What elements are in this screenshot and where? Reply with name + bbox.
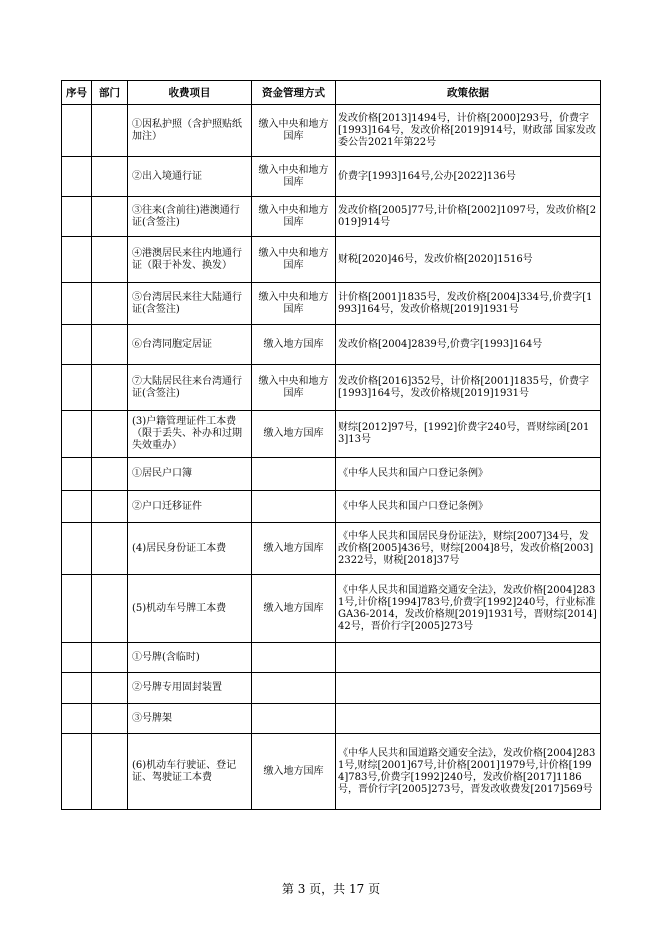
header-dept: 部门 (92, 81, 128, 105)
row-item: ②户口迁移证件 (128, 491, 252, 523)
row-basis: 发改价格[2016]352号，计价格[2001]1835号，价费字[1993]164号，发改价格规[2019]1931号 (336, 365, 601, 411)
row-basis: 发改价格[2004]2839号,价费字[1993]164号 (336, 325, 601, 365)
row-basis: 《中华人民共和国户口登记条例》 (336, 458, 601, 491)
table-row (62, 157, 601, 197)
table-row (62, 673, 601, 704)
row-basis (336, 673, 601, 704)
row-basis (336, 643, 601, 673)
row-dept (92, 197, 128, 237)
row-basis: 《中华人民共和国户口登记条例》 (336, 491, 601, 523)
row-no (62, 523, 92, 575)
row-item: (4)居民身份证工本费 (128, 523, 252, 575)
row-basis: 《中华人民共和国道路交通安全法》，发改价格[2004]2831号,计价格[1994]783号,价费字[1992]240号，行业标准GA36-2014，发改价格规[2019]1931号，晋财综[2014]42号，晋价行字[2005]273号 (336, 575, 601, 643)
row-no (62, 283, 92, 325)
header-no: 序号 (62, 81, 92, 105)
row-dept (92, 237, 128, 283)
row-fund: 缴入地方国库 (252, 411, 336, 458)
row-no (62, 491, 92, 523)
row-basis: 《中华人民共和国道路交通安全法》，发改价格[2004]2831号,财综[2001]67号,计价格[2001]1979号,计价格[1994]783号,价费字[1992]240号，发改价格[2017]1186号，晋价行字[2005]273号，晋发改收费发[2017]569号 (336, 734, 601, 810)
row-dept (92, 325, 128, 365)
row-item: (3)户籍管理证件工本费（限于丢失、补办和过期失效重办） (128, 411, 252, 458)
row-fund: 缴入地方国库 (252, 325, 336, 365)
header-row (62, 81, 601, 105)
page-number: 第 3 页，共 17 页 (281, 882, 381, 896)
row-fund: 缴入中央和地方国库 (252, 237, 336, 283)
row-dept (92, 157, 128, 197)
table-row (62, 325, 601, 365)
fees-table (61, 80, 601, 810)
table-row (62, 411, 601, 458)
row-fund: 缴入地方国库 (252, 575, 336, 643)
row-no (62, 734, 92, 810)
row-no (62, 643, 92, 673)
row-no (62, 105, 92, 157)
row-fund (252, 704, 336, 734)
row-no (62, 237, 92, 283)
row-no (62, 411, 92, 458)
row-fund: 缴入中央和地方国库 (252, 197, 336, 237)
row-dept (92, 673, 128, 704)
row-item: ③号牌架 (128, 704, 252, 734)
table-row (62, 575, 601, 643)
row-no (62, 197, 92, 237)
row-item: (5)机动车号牌工本费 (128, 575, 252, 643)
table-row (62, 734, 601, 810)
row-item: ①号牌(含临时) (128, 643, 252, 673)
row-no (62, 673, 92, 704)
table-row (62, 365, 601, 411)
table-row (62, 491, 601, 523)
table-row (62, 197, 601, 237)
row-item: ①因私护照（含护照贴纸加注） (128, 105, 252, 157)
header-item: 收费项目 (128, 81, 252, 105)
table-row (62, 523, 601, 575)
table-row (62, 237, 601, 283)
row-dept (92, 704, 128, 734)
row-dept (92, 283, 128, 325)
row-no (62, 157, 92, 197)
row-dept (92, 643, 128, 673)
row-dept (92, 365, 128, 411)
row-item: ⑦大陆居民往来台湾通行证(含签注) (128, 365, 252, 411)
row-dept (92, 458, 128, 491)
row-item: (6)机动车行驶证、登记证、驾驶证工本费 (128, 734, 252, 810)
row-basis: 价费字[1993]164号,公办[2022]136号 (336, 157, 601, 197)
row-fund (252, 643, 336, 673)
row-item: ②号牌专用固封装置 (128, 673, 252, 704)
row-dept (92, 491, 128, 523)
table-row (62, 643, 601, 673)
row-item: ④港澳居民来往内地通行证（限于补发、换发） (128, 237, 252, 283)
row-item: ①居民户口簿 (128, 458, 252, 491)
row-fund (252, 491, 336, 523)
row-basis: 发改价格[2013]1494号，计价格[2000]293号，价费字[1993]164号，发改价格[2019]914号，财政部 国家发改委公告2021年第22号 (336, 105, 601, 157)
row-fund: 缴入中央和地方国库 (252, 157, 336, 197)
row-no (62, 325, 92, 365)
row-basis: 发改价格[2005]77号,计价格[2002]1097号，发改价格[2019]914号 (336, 197, 601, 237)
header-basis: 政策依据 (336, 81, 601, 105)
row-fund (252, 458, 336, 491)
row-no (62, 575, 92, 643)
row-fund: 缴入中央和地方国库 (252, 105, 336, 157)
row-no (62, 365, 92, 411)
row-fund (252, 673, 336, 704)
row-basis (336, 704, 601, 734)
row-dept (92, 523, 128, 575)
row-fund: 缴入中央和地方国库 (252, 365, 336, 411)
row-no (62, 704, 92, 734)
row-dept (92, 411, 128, 458)
row-item: ⑥台湾同胞定居证 (128, 325, 252, 365)
row-item: ⑤台湾居民来往大陆通行证(含签注) (128, 283, 252, 325)
row-fund: 缴入地方国库 (252, 734, 336, 810)
row-dept (92, 734, 128, 810)
row-fund: 缴入中央和地方国库 (252, 283, 336, 325)
row-basis: 财综[2012]97号，[1992]价费字240号，晋财综函[2013]13号 (336, 411, 601, 458)
row-basis: 《中华人民共和国居民身份证法》，财综[2007]34号，发改价格[2005]436号，财综[2004]8号，发改价格[2003]2322号，财税[2018]37号 (336, 523, 601, 575)
table-row (62, 283, 601, 325)
row-no (62, 458, 92, 491)
table-row (62, 704, 601, 734)
table-row (62, 105, 601, 157)
header-fund: 资金管理方式 (252, 81, 336, 105)
row-basis: 财税[2020]46号，发改价格[2020]1516号 (336, 237, 601, 283)
row-item: ②出入境通行证 (128, 157, 252, 197)
row-dept (92, 575, 128, 643)
row-item: ③往来(含前往)港澳通行证(含签注) (128, 197, 252, 237)
row-fund: 缴入地方国库 (252, 523, 336, 575)
row-basis: 计价格[2001]1835号，发改价格[2004]334号,价费字[1993]164号，发改价格规[2019]1931号 (336, 283, 601, 325)
table-row (62, 458, 601, 491)
row-dept (92, 105, 128, 157)
